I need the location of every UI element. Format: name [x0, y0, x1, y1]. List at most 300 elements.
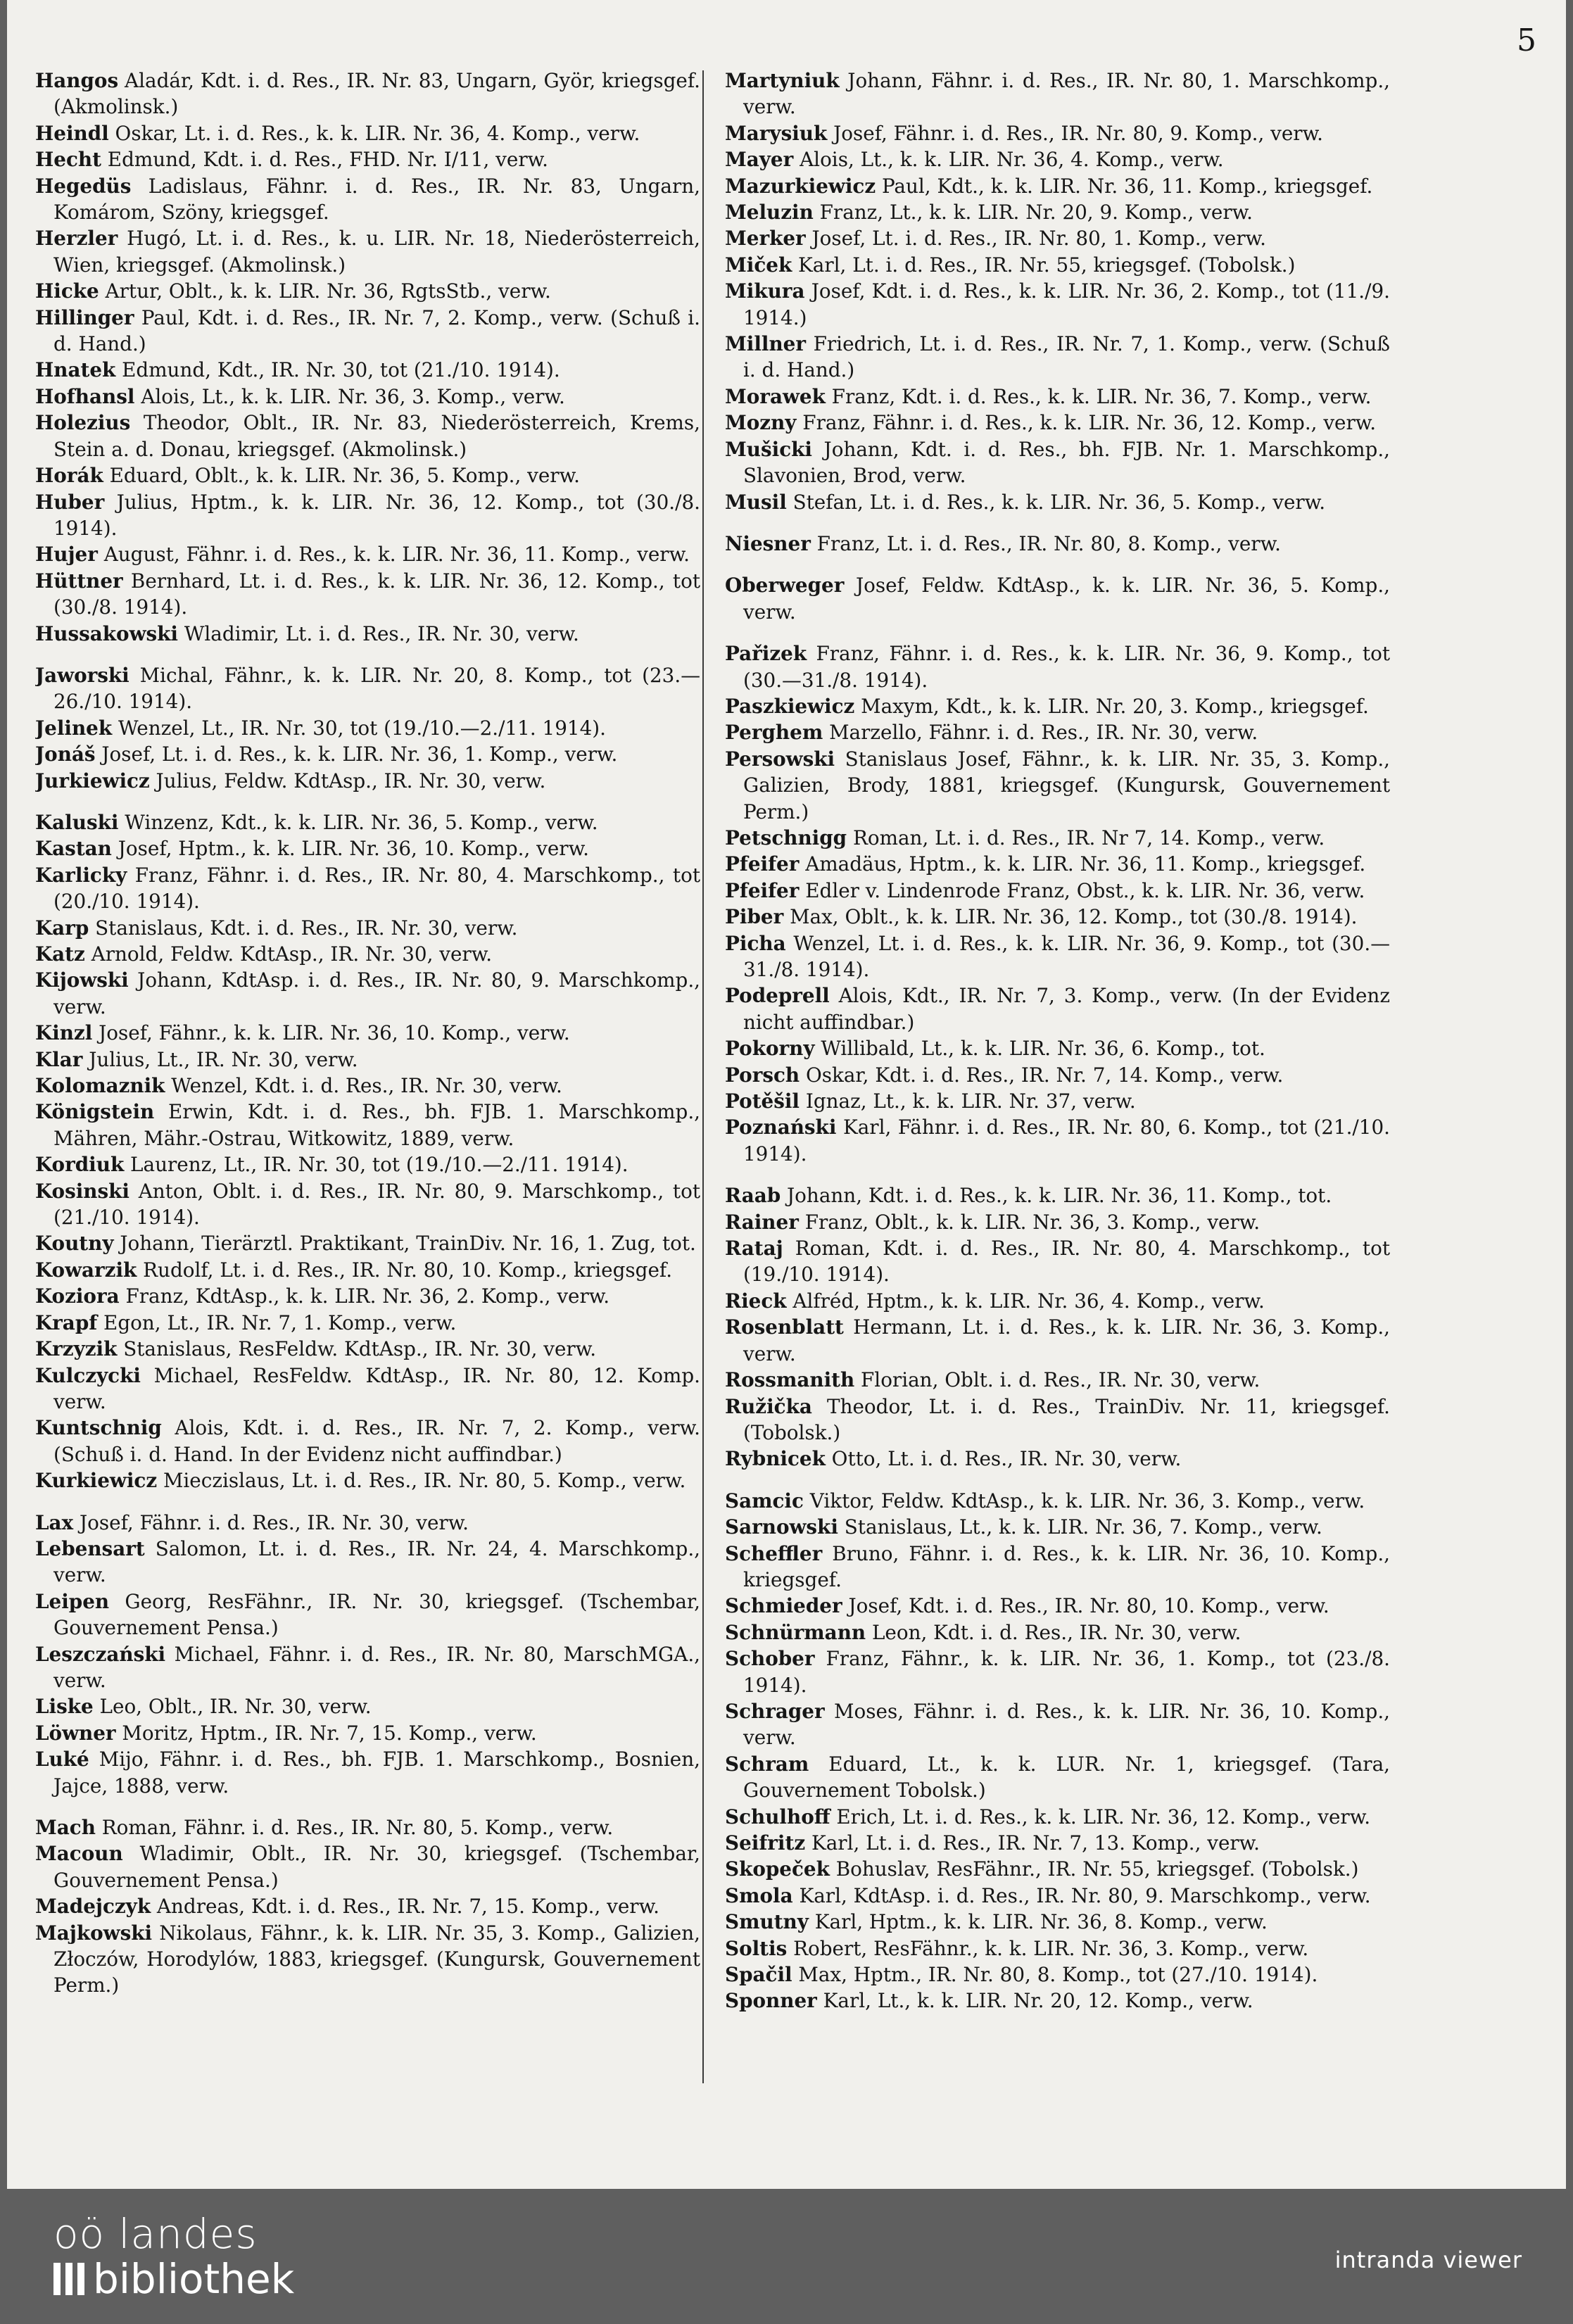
entry-details: Edmund, Kdt., IR. Nr. 30, tot (21./10. 1914). [115, 358, 560, 382]
list-entry [35, 941, 700, 967]
entry-details: Friedrich, Lt. i. d. Res., IR. Nr. 7, 1. Komp., verw. (Schuß i. d. Hand.) [743, 332, 1390, 382]
entry-details: Alois, Kdt., IR. Nr. 7, 3. Komp., verw. (In der Evidenz nicht auffindbar.) [743, 984, 1390, 1034]
entry-details: Franz, Fähnr. i. d. Res., IR. Nr. 80, 4. Marschkomp., tot (20./10. 1914). [53, 863, 700, 914]
list-entry [35, 305, 700, 358]
entry-surname: Madejczyk [35, 1895, 151, 1919]
entry-surname: Rosenblatt [725, 1315, 844, 1339]
entry-surname: Sarnowski [725, 1515, 838, 1539]
logo-text-line1: oö landes [53, 2210, 258, 2258]
entry-details: Erich, Lt. i. d. Res., k. k. LIR. Nr. 36, 12. Komp., verw. [830, 1805, 1371, 1829]
section-gap [35, 647, 700, 662]
page-number: 5 [1517, 23, 1536, 58]
entry-details: Oskar, Kdt. i. d. Res., IR. Nr. 7, 14. Komp., verw. [800, 1063, 1284, 1087]
entry-details: Stefan, Lt. i. d. Res., k. k. LIR. Nr. 36, 5. Komp., verw. [786, 490, 1326, 514]
entry-details: Paul, Kdt. i. d. Res., IR. Nr. 7, 2. Komp., verw. (Schuß i. d. Hand.) [53, 305, 700, 356]
entry-details: Alois, Kdt. i. d. Res., IR. Nr. 7, 2. Komp., verw. (Schuß i. d. Hand. In der Evidenz nicht auffindbar.) [53, 1416, 700, 1466]
list-entry [35, 568, 700, 621]
list-entry [35, 1230, 700, 1256]
entry-surname: Hussakowski [35, 621, 178, 645]
entry-details: Anton, Oblt. i. d. Res., IR. Nr. 80, 9. Marschkomp., tot (21./10. 1914). [53, 1179, 700, 1230]
entry-surname: Huber [35, 490, 105, 514]
document-page [7, 0, 1566, 2189]
list-entry [725, 640, 1390, 693]
entry-surname: Millner [725, 332, 806, 356]
entry-surname: Heindl [35, 121, 109, 145]
right-column [725, 68, 1390, 2165]
entry-surname: Merker [725, 227, 806, 251]
entry-surname: Martyniuk [725, 69, 840, 92]
entry-details: Josef, Fähnr. i. d. Res., IR. Nr. 80, 9. Komp., verw. [827, 121, 1323, 145]
list-entry [35, 1814, 700, 1840]
list-entry [35, 621, 700, 647]
entry-details: Salomon, Lt. i. d. Res., IR. Nr. 24, 4. Marschkomp., verw. [53, 1536, 700, 1587]
list-entry [725, 1235, 1390, 1288]
entry-surname: Jurkiewicz [35, 769, 150, 792]
list-entry [725, 1488, 1390, 1514]
entry-details: Georg, ResFähnr., IR. Nr. 30, kriegsgef. (Tschembar, Gouvernement Pensa.) [53, 1589, 700, 1640]
section-gap [35, 1799, 700, 1814]
entry-details: Artur, Oblt., k. k. LIR. Nr. 36, RgtsStb., verw. [99, 279, 551, 303]
entry-surname: Ružička [725, 1394, 812, 1418]
entry-surname: Scheffler [725, 1541, 823, 1565]
list-entry [35, 1467, 700, 1493]
entry-surname: Klar [35, 1047, 83, 1071]
entry-details: Florian, Oblt. i. d. Res., IR. Nr. 30, verw. [854, 1368, 1261, 1392]
entry-details: Julius, Hptm., k. k. LIR. Nr. 36, 12. Komp., tot (30./8. 1914). [53, 490, 700, 540]
list-entry [35, 1310, 700, 1336]
entry-details: Johann, Tierärztl. Praktikant, TrainDiv. Nr. 16, 1. Zug, tot. [113, 1232, 696, 1256]
viewer-label: intranda viewer [1334, 2247, 1522, 2273]
entry-surname: Persowski [725, 747, 835, 771]
entry-details: Wenzel, Lt. i. d. Res., k. k. LIR. Nr. 36, 9. Komp., tot (30.—31./8. 1914). [743, 931, 1390, 981]
entry-surname: Mozny [725, 411, 797, 435]
entry-details: Rudolf, Lt. i. d. Res., IR. Nr. 80, 10. Komp., kriegsgef. [137, 1258, 673, 1282]
list-entry [35, 541, 700, 567]
list-entry [725, 252, 1390, 278]
entry-surname: Kuntschnig [35, 1416, 162, 1440]
entry-surname: Schnürmann [725, 1620, 866, 1644]
list-entry [35, 1099, 700, 1151]
list-entry [725, 531, 1390, 557]
entry-details: Roman, Kdt. i. d. Res., IR. Nr. 80, 4. Marschkomp., tot (19./10. 1914). [743, 1237, 1390, 1287]
list-entry [35, 357, 700, 383]
entry-details: Josef, Lt. i. d. Res., IR. Nr. 80, 1. Komp., verw. [805, 227, 1266, 251]
list-entry [725, 146, 1390, 172]
entry-details: Edler v. Lindenrode Franz, Obst., k. k. LIR. Nr. 36, verw. [799, 878, 1365, 902]
entry-details: Karl, Fähnr. i. d. Res., IR. Nr. 80, 6. Komp., tot (21./10. 1914). [743, 1116, 1390, 1166]
entry-surname: Mikura [725, 279, 805, 303]
list-entry [35, 1073, 700, 1099]
list-entry [35, 146, 700, 172]
entry-details: Winzenz, Kdt., k. k. LIR. Nr. 36, 5. Komp., verw. [118, 810, 598, 834]
entry-surname: Kosinski [35, 1179, 129, 1203]
entry-details: Leo, Oblt., IR. Nr. 30, verw. [93, 1695, 372, 1719]
entry-details: Ladislaus, Fähnr. i. d. Res., IR. Nr. 83, Ungarn, Komárom, Szöny, kriegsgef. [53, 174, 700, 225]
entry-details: Josef, Kdt. i. d. Res., IR. Nr. 80, 10. Komp., verw. [842, 1594, 1329, 1618]
entry-surname: Mach [35, 1816, 96, 1839]
entry-surname: Liske [35, 1695, 94, 1719]
entry-details: Julius, Lt., IR. Nr. 30, verw. [82, 1047, 358, 1071]
list-entry [725, 1394, 1390, 1446]
entry-details: Johann, Fähnr. i. d. Res., IR. Nr. 80, 1. Marschkomp., verw. [743, 69, 1390, 119]
entry-details: Hugó, Lt. i. d. Res., k. u. LIR. Nr. 18, Niederösterreich, Wien, kriegsgef. (Akmolinsk.) [53, 227, 700, 277]
list-entry [725, 746, 1390, 825]
list-entry [725, 1830, 1390, 1856]
entry-surname: Pařizek [725, 642, 807, 666]
list-entry [35, 173, 700, 226]
column-divider [702, 70, 704, 2083]
entry-surname: Kastan [35, 837, 112, 861]
entry-surname: Sponner [725, 1989, 817, 2013]
entry-details: Amadäus, Hptm., k. k. LIR. Nr. 36, 11. Komp., kriegsgef. [799, 852, 1366, 876]
entry-details: Bernhard, Lt. i. d. Res., k. k. LIR. Nr. 36, 12. Komp., tot (30./8. 1914). [53, 569, 700, 619]
entry-details: Karl, KdtAsp. i. d. Res., IR. Nr. 80, 9. Marschkomp., verw. [792, 1883, 1371, 1907]
list-entry [725, 1114, 1390, 1167]
entry-details: Franz, Fähnr., k. k. LIR. Nr. 36, 1. Komp., tot (23./8. 1914). [743, 1647, 1390, 1697]
list-entry [725, 120, 1390, 146]
logo-bars-icon [53, 2263, 84, 2295]
entry-surname: Oberweger [725, 574, 845, 598]
entry-surname: Smola [725, 1883, 793, 1907]
entry-details: Johann, Kdt. i. d. Res., bh. FJB. Nr. 1. Marschkomp., Slavonien, Brod, verw. [743, 437, 1390, 488]
list-entry [725, 278, 1390, 331]
entry-details: Alois, Lt., k. k. LIR. Nr. 36, 4. Komp., verw. [793, 148, 1224, 172]
entry-surname: Samcic [725, 1489, 804, 1513]
entry-details: Robert, ResFähnr., k. k. LIR. Nr. 36, 3. Komp., verw. [787, 1936, 1309, 1960]
entry-details: Theodor, Oblt., IR. Nr. 83, Niederösterreich, Krems, Stein a. d. Donau, kriegsgef. (Akmolinsk.) [53, 411, 700, 461]
entry-surname: Lebensart [35, 1536, 145, 1560]
entry-surname: Marysiuk [725, 121, 828, 145]
entry-surname: Rataj [725, 1237, 783, 1261]
list-entry [35, 1151, 700, 1177]
entry-surname: Rybnicek [725, 1447, 826, 1471]
entry-details: Mieczislaus, Lt. i. d. Res., IR. Nr. 80, 5. Komp., verw. [157, 1469, 686, 1493]
entry-surname: Koziora [35, 1284, 120, 1308]
list-entry [35, 862, 700, 915]
entry-details: Hermann, Lt. i. d. Res., k. k. LIR. Nr. 36, 3. Komp., verw. [743, 1315, 1390, 1365]
entry-surname: Rieck [725, 1289, 787, 1313]
list-entry [725, 572, 1390, 625]
entry-details: Leon, Kdt. i. d. Res., IR. Nr. 30, verw. [866, 1620, 1242, 1644]
entry-details: Wladimir, Oblt., IR. Nr. 30, kriegsgef. (Tschembar, Gouvernement Pensa.) [53, 1842, 700, 1892]
entry-surname: Lax [35, 1510, 74, 1534]
entry-surname: Hecht [35, 148, 101, 172]
list-entry [725, 1088, 1390, 1114]
list-entry [725, 930, 1390, 983]
list-entry [725, 489, 1390, 515]
entry-details: Alfréd, Hptm., k. k. LIR. Nr. 36, 4. Komp., verw. [786, 1289, 1265, 1313]
list-entry [35, 1840, 700, 1893]
list-entry [725, 1209, 1390, 1235]
entry-surname: Poznański [725, 1116, 837, 1139]
list-entry [725, 1062, 1390, 1088]
list-entry [725, 1593, 1390, 1619]
entry-details: Roman, Fähnr. i. d. Res., IR. Nr. 80, 5. Komp., verw. [95, 1816, 614, 1839]
list-entry [725, 851, 1390, 877]
entry-surname: Luké [35, 1748, 89, 1772]
section-gap [35, 1494, 700, 1510]
list-entry [725, 1541, 1390, 1593]
list-entry [35, 1510, 700, 1536]
entry-details: Bohuslav, ResFähnr., IR. Nr. 55, kriegsgef. (Tobolsk.) [829, 1857, 1359, 1881]
list-entry [725, 1856, 1390, 1882]
list-entry [725, 1698, 1390, 1751]
entry-details: Wladimir, Lt. i. d. Res., IR. Nr. 30, verw. [177, 621, 579, 645]
section-gap [35, 794, 700, 809]
list-entry [725, 1883, 1390, 1909]
entry-details: Marzello, Fähnr. i. d. Res., IR. Nr. 30, verw. [823, 721, 1258, 745]
section-gap [725, 1167, 1390, 1182]
list-entry [35, 1893, 700, 1919]
list-entry [35, 809, 700, 835]
entry-surname: Petschnigg [725, 826, 847, 850]
entry-details: Oskar, Lt. i. d. Res., k. k. LIR. Nr. 36, 4. Komp., verw. [108, 121, 640, 145]
list-entry [725, 1446, 1390, 1472]
entry-surname: Kulczycki [35, 1363, 141, 1387]
entry-surname: Soltis [725, 1936, 788, 1960]
entry-details: Josef, Fähnr., k. k. LIR. Nr. 36, 10. Komp., verw. [92, 1021, 570, 1045]
entry-details: Ignaz, Lt., k. k. LIR. Nr. 37, verw. [800, 1090, 1136, 1113]
entry-details: Nikolaus, Fähnr., k. k. LIR. Nr. 35, 3. Komp., Galizien, Złoczów, Horodylów, 1883, kriegsgef. (Kungursk, Gouvernement Perm.) [53, 1921, 700, 1997]
entry-details: Mijo, Fähnr. i. d. Res., bh. FJB. 1. Marschkomp., Bosnien, Jajce, 1888, verw. [53, 1748, 700, 1798]
list-entry [35, 489, 700, 542]
list-entry [35, 225, 700, 278]
entry-surname: Kaluski [35, 810, 119, 834]
entry-surname: Kordiuk [35, 1153, 125, 1177]
entry-details: Viktor, Feldw. KdtAsp., k. k. LIR. Nr. 36, 3. Komp., verw. [803, 1489, 1365, 1513]
list-entry [725, 1619, 1390, 1646]
entry-surname: Majkowski [35, 1921, 153, 1945]
entry-details: Stanislaus, ResFeldw. KdtAsp., IR. Nr. 30, verw. [117, 1337, 597, 1361]
entry-details: Wenzel, Lt., IR. Nr. 30, tot (19./10.—2./11. 1914). [112, 716, 606, 740]
entry-surname: Pfeifer [725, 878, 800, 902]
entry-details: Aladár, Kdt. i. d. Res., IR. Nr. 83, Ungarn, Györ, kriegsgef. (Akmolinsk.) [53, 69, 700, 119]
list-entry [725, 1988, 1390, 2014]
list-entry [35, 410, 700, 462]
entry-surname: Herzler [35, 227, 118, 251]
list-entry [35, 462, 700, 488]
list-entry [35, 1336, 700, 1362]
entry-surname: Skopeček [725, 1857, 830, 1881]
entry-surname: Holezius [35, 411, 131, 435]
list-entry [725, 1804, 1390, 1830]
list-entry [35, 1641, 700, 1694]
entry-details: Max, Hptm., IR. Nr. 80, 8. Komp., tot (27./10. 1914). [792, 1963, 1318, 1987]
entry-details: Karl, Lt. i. d. Res., IR. Nr. 55, kriegsgef. (Tobolsk.) [792, 253, 1296, 277]
entry-surname: Kijowski [35, 968, 129, 992]
entry-surname: Potěšil [725, 1090, 800, 1113]
entry-surname: Rainer [725, 1210, 799, 1234]
list-entry [725, 436, 1390, 489]
entry-details: Josef, Hptm., k. k. LIR. Nr. 36, 10. Komp., verw. [111, 837, 589, 861]
entry-details: Franz, Lt. i. d. Res., IR. Nr. 80, 8. Komp., verw. [810, 531, 1281, 555]
list-entry [725, 1314, 1390, 1367]
entry-details: Franz, Lt., k. k. LIR. Nr. 20, 9. Komp., verw. [813, 201, 1253, 225]
entry-surname: Picha [725, 931, 786, 955]
list-entry [725, 173, 1390, 199]
logo-text-line2: bibliothek [93, 2255, 295, 2303]
entry-details: August, Fähnr. i. d. Res., k. k. LIR. Nr. 36, 11. Komp., verw. [97, 543, 690, 567]
entry-details: Johann, KdtAsp. i. d. Res., IR. Nr. 80, 9. Marschkomp., verw. [53, 968, 700, 1018]
entry-details: Theodor, Lt. i. d. Res., TrainDiv. Nr. 11, kriegsgef. (Tobolsk.) [743, 1394, 1390, 1444]
entry-details: Willibald, Lt., k. k. LIR. Nr. 36, 6. Komp., tot. [814, 1037, 1265, 1061]
left-column [35, 68, 700, 2165]
entry-surname: Jonáš [35, 743, 96, 766]
list-entry [725, 1288, 1390, 1314]
list-entry [725, 1514, 1390, 1540]
list-entry [725, 68, 1390, 120]
entry-details: Josef, Fähnr. i. d. Res., IR. Nr. 30, verw. [73, 1510, 469, 1534]
list-entry [725, 1035, 1390, 1061]
entry-details: Egon, Lt., IR. Nr. 7, 1. Komp., verw. [97, 1311, 457, 1334]
list-entry [725, 199, 1390, 225]
entry-details: Bruno, Fähnr. i. d. Res., k. k. LIR. Nr. 36, 10. Komp., kriegsgef. [743, 1541, 1390, 1591]
entry-surname: Mušicki [725, 437, 812, 461]
section-gap [725, 515, 1390, 531]
entry-details: Roman, Lt. i. d. Res., IR. Nr 7, 14. Komp., verw. [847, 826, 1325, 850]
list-entry [725, 693, 1390, 719]
entry-details: Franz, Fähnr. i. d. Res., k. k. LIR. Nr. 36, 9. Komp., tot (30.—31./8. 1914). [743, 642, 1390, 692]
entry-surname: Miček [725, 253, 792, 277]
entry-surname: Mayer [725, 148, 794, 172]
entry-details: Michal, Fähnr., k. k. LIR. Nr. 20, 8. Komp., tot (23.—26./10. 1914). [53, 663, 700, 714]
list-entry [725, 384, 1390, 410]
entry-details: Otto, Lt. i. d. Res., IR. Nr. 30, verw. [825, 1447, 1182, 1471]
list-entry [725, 1962, 1390, 1988]
entry-details: Stanislaus, Kdt. i. d. Res., IR. Nr. 30, verw. [89, 916, 518, 940]
list-entry [35, 1536, 700, 1589]
entry-surname: Krzyzik [35, 1337, 118, 1361]
section-gap [725, 1472, 1390, 1488]
list-entry [35, 741, 700, 767]
entry-surname: Jaworski [35, 663, 129, 687]
entry-surname: Schober [725, 1647, 815, 1671]
entry-details: Julius, Feldw. KdtAsp., IR. Nr. 30, verw. [149, 769, 546, 792]
list-entry [35, 1693, 700, 1719]
entry-surname: Koutny [35, 1232, 114, 1256]
entry-details: Stanislaus, Lt., k. k. LIR. Nr. 36, 7. Komp., verw. [838, 1515, 1322, 1539]
entry-surname: Podeprell [725, 984, 830, 1008]
entry-surname: Macoun [35, 1842, 123, 1866]
list-entry [35, 835, 700, 861]
entry-surname: Spačil [725, 1963, 792, 1987]
list-entry [35, 715, 700, 741]
entry-details: Laurenz, Lt., IR. Nr. 30, tot (19./10.—2./11. 1914). [124, 1153, 628, 1177]
entry-surname: Karlicky [35, 863, 127, 887]
list-entry [725, 825, 1390, 851]
entry-details: Franz, Fähnr. i. d. Res., k. k. LIR. Nr. 36, 12. Komp., verw. [796, 411, 1377, 435]
list-entry [35, 1720, 700, 1746]
entry-details: Josef, Kdt. i. d. Res., k. k. LIR. Nr. 36, 2. Komp., tot (11./9. 1914.) [743, 279, 1390, 329]
entry-surname: Seifritz [725, 1831, 806, 1855]
entry-surname: Perghem [725, 721, 823, 745]
list-entry [35, 1415, 700, 1467]
list-entry [35, 68, 700, 120]
entry-surname: Kolomaznik [35, 1074, 165, 1098]
section-gap [725, 557, 1390, 572]
list-entry [725, 719, 1390, 745]
entry-details: Alois, Lt., k. k. LIR. Nr. 36, 3. Komp., verw. [134, 384, 565, 408]
entry-details: Andreas, Kdt. i. d. Res., IR. Nr. 7, 15. Komp., verw. [151, 1895, 659, 1919]
entry-details: Paul, Kdt., k. k. LIR. Nr. 36, 11. Komp., kriegsgef. [876, 174, 1373, 198]
entry-details: Karl, Lt. i. d. Res., IR. Nr. 7, 13. Komp., verw. [805, 1831, 1261, 1855]
entry-surname: Horák [35, 464, 103, 488]
entry-surname: Jelinek [35, 716, 113, 740]
entry-surname: Hangos [35, 69, 119, 92]
list-entry [35, 120, 700, 146]
entry-surname: Kurkiewicz [35, 1469, 158, 1493]
list-entry [725, 1909, 1390, 1935]
list-entry [35, 1257, 700, 1283]
entry-surname: Hnatek [35, 358, 116, 382]
list-entry [35, 967, 700, 1020]
entry-details: Franz, Kdt. i. d. Res., k. k. LIR. Nr. 36, 7. Komp., verw. [825, 384, 1372, 408]
entry-details: Moritz, Hptm., IR. Nr. 7, 15. Komp., verw. [115, 1721, 537, 1745]
list-entry [35, 1920, 700, 1999]
entry-surname: Schram [725, 1752, 809, 1776]
entry-details: Josef, Feldw. KdtAsp., k. k. LIR. Nr. 36, 5. Komp., verw. [743, 574, 1390, 624]
list-entry [35, 278, 700, 304]
list-entry [725, 1646, 1390, 1698]
entry-surname: Pokorny [725, 1037, 815, 1061]
entry-surname: Hillinger [35, 305, 134, 329]
entry-surname: Schulhoff [725, 1805, 830, 1829]
entry-details: Johann, Kdt. i. d. Res., k. k. LIR. Nr. 36, 11. Komp., tot. [781, 1184, 1332, 1208]
entry-surname: Katz [35, 942, 85, 966]
library-logo[interactable] [53, 2211, 294, 2301]
entry-surname: Meluzin [725, 201, 814, 225]
list-entry [725, 1182, 1390, 1208]
entry-surname: Piber [725, 905, 784, 929]
list-entry [725, 331, 1390, 384]
entry-surname: Leipen [35, 1589, 110, 1613]
list-entry [35, 915, 700, 941]
entry-surname: Morawek [725, 384, 826, 408]
list-entry [35, 1020, 700, 1046]
entry-surname: Karp [35, 916, 89, 940]
entry-details: Edmund, Kdt. i. d. Res., FHD. Nr. I/11, verw. [101, 148, 548, 172]
list-entry [725, 1367, 1390, 1393]
list-entry [35, 1363, 700, 1415]
entry-surname: Pfeifer [725, 852, 800, 876]
list-entry [725, 1935, 1390, 1962]
entry-surname: Niesner [725, 531, 811, 555]
entry-details: Karl, Hptm., k. k. LIR. Nr. 36, 8. Komp., verw. [808, 1910, 1268, 1934]
entry-details: Karl, Lt., k. k. LIR. Nr. 20, 12. Komp., verw. [816, 1989, 1253, 2013]
entry-details: Franz, Oblt., k. k. LIR. Nr. 36, 3. Komp., verw. [798, 1210, 1261, 1234]
list-entry [35, 1047, 700, 1073]
entry-details: Wenzel, Kdt. i. d. Res., IR. Nr. 30, verw. [165, 1074, 562, 1098]
list-entry [725, 225, 1390, 251]
entry-details: Josef, Lt. i. d. Res., k. k. LIR. Nr. 36, 1. Komp., verw. [95, 743, 618, 766]
entry-surname: Schrager [725, 1699, 825, 1723]
entry-surname: Kinzl [35, 1021, 93, 1045]
entry-surname: Krapf [35, 1311, 98, 1334]
entry-surname: Kowarzik [35, 1258, 137, 1282]
entry-surname: Smutny [725, 1910, 809, 1934]
list-entry [35, 1746, 700, 1799]
entry-details: Moses, Fähnr. i. d. Res., k. k. LIR. Nr. 36, 10. Komp., verw. [743, 1699, 1390, 1750]
entry-surname: Mazurkiewicz [725, 174, 876, 198]
list-entry [35, 662, 700, 715]
list-entry [725, 1751, 1390, 1804]
entry-surname: Hujer [35, 543, 98, 567]
entry-surname: Löwner [35, 1721, 116, 1745]
list-entry [35, 768, 700, 794]
entry-surname: Schmieder [725, 1594, 842, 1618]
entry-surname: Musil [725, 490, 787, 514]
entry-surname: Leszczański [35, 1642, 166, 1666]
